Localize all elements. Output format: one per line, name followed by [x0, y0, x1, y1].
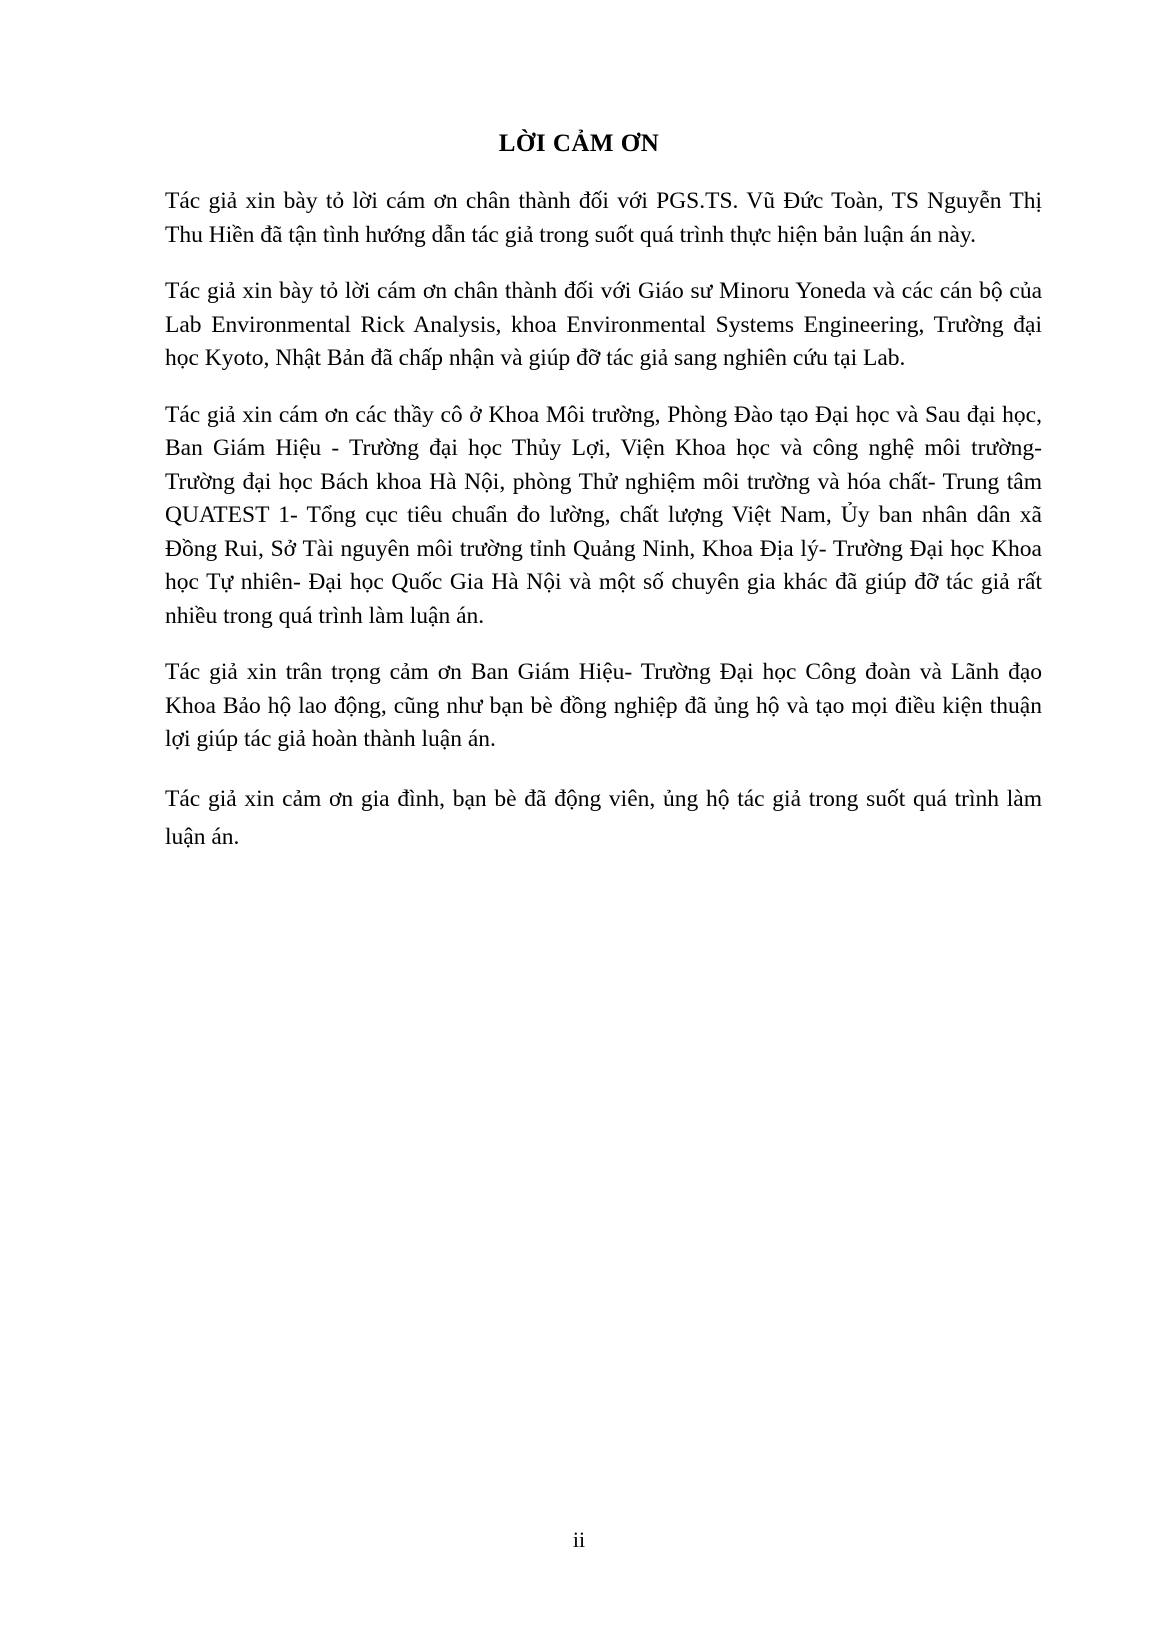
paragraph-family: Tác giả xin cảm ơn gia đình, bạn bè đã động viên, ủng hộ tác giả trong suốt quá trình làm luận án.: [165, 785, 1042, 850]
paragraph-advisors: Tác giả xin bày tỏ lời cám ơn chân thành đối với PGS.TS. Vũ Đức Toàn, TS Nguyễn Thị Thu Hiền đã tận tình hướng dẫn tác giả trong suốt quá trình thực hiện bản luận án này.: [165, 188, 1042, 248]
page-title: LỜI CẢM ƠN: [498, 130, 660, 157]
page-number: ii: [572, 1527, 586, 1552]
paragraph-colleagues: Tác giả xin trân trọng cảm ơn Ban Giám Hiệu- Trường Đại học Công đoàn và Lãnh đạo Khoa Bảo hộ lao động, cũng như bạn bè đồng nghiệp đã ủng hộ và tạo mọi điều kiện thuận lợi giúp tác giả hoàn thành luận án.: [165, 659, 1042, 752]
paragraph-institutions: Tác giả xin cám ơn các thầy cô ở Khoa Môi trường, Phòng Đào tạo Đại học và Sau đại học, Ban Giám Hiệu - Trường đại học Thủy Lợi, Viện Khoa học và công nghệ môi trường- Trường đại học Bách khoa Hà Nội, phòng Thử nghiệm môi trường và hóa chất- Trung tâm QUATEST 1- Tổng cục tiêu chuẩn đo lường, chất lượng Việt Nam, Ủy ban nhân dân xã Đồng Rui, Sở Tài nguyên môi trường tỉnh Quảng Ninh, Khoa Địa lý- Trường Đại học Khoa học Tự nhiên- Đại học Quốc Gia Hà Nội và một số chuyên gia khác đã giúp đỡ tác giả rất nhiều trong quá trình làm luận án.: [165, 401, 1042, 629]
acknowledgement-body: [165, 185, 1042, 879]
paragraph-kyoto: Tác giả xin bày tỏ lời cám ơn chân thành đối với Giáo sư Minoru Yoneda và các cán bộ của Lab Environmental Rick Analysis, khoa Environmental Systems Engineering, Trường đại học Kyoto, Nhật Bản đã chấp nhận và giúp đỡ tác giả sang nghiên cứu tại Lab.: [165, 278, 1042, 371]
